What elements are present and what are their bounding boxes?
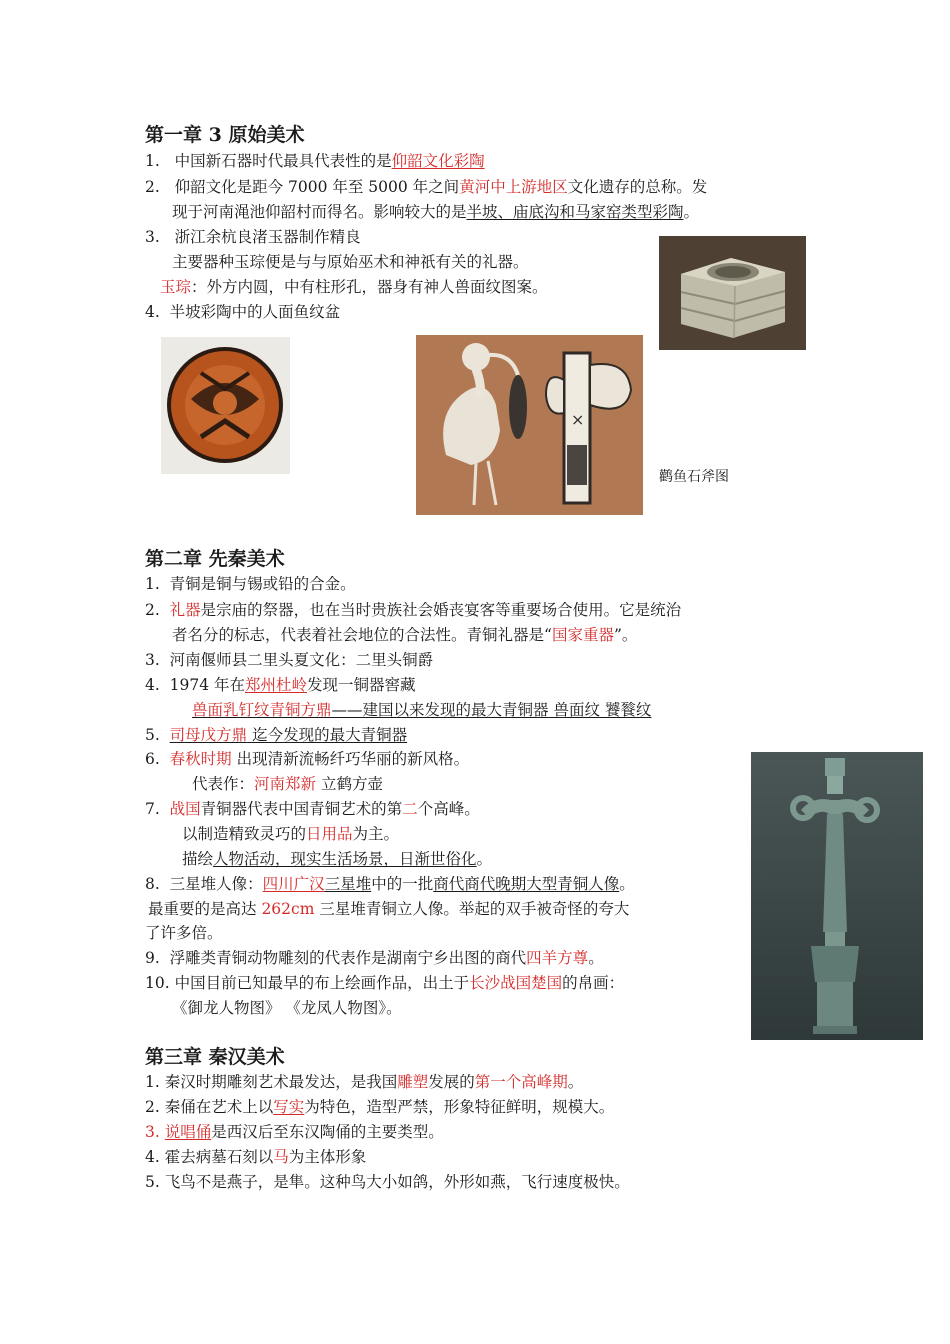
ch2-item7-line1: 7. 战国青铜器代表中国青铜艺术的第二个高峰。 xyxy=(145,800,480,818)
ch3-item1: 1. 秦汉时期雕刻艺术最发达，是我国雕塑发展的第一个高峰期。 xyxy=(145,1073,584,1091)
ch2-item8-line1: 8. 三星堆人像：四川广汉三星堆中的一批商代商代晚期大型青铜人像。 xyxy=(145,875,635,893)
ch2-item3: 3. 河南偃师县二里头夏文化：二里头铜爵 xyxy=(145,651,434,669)
painted-pottery-basin-image xyxy=(161,337,290,474)
ch3-item2: 2. 秦俑在艺术上以写实为特色，造型严禁，形象特征鲜明，规模大。 xyxy=(145,1098,615,1116)
ch2-item5: 5. 司母戊方鼎 迄今发现的最大青铜器 xyxy=(145,726,408,744)
ch3-item4: 4. 霍去病墓石刻以马为主体形象 xyxy=(145,1148,367,1166)
ch2-item7-line3: 描绘人物活动，现实生活场景，日渐世俗化。 xyxy=(182,850,493,868)
stork-fish-caption: 鹳鱼石斧图 xyxy=(659,469,729,485)
ch1-item1: 1. 中国新石器时代最具代表性的是仰韶文化彩陶 xyxy=(145,152,485,170)
ch1-item4: 4. 半坡彩陶中的人面鱼纹盆 xyxy=(145,303,341,321)
stork-fish-stone-axe-image xyxy=(416,335,643,515)
ch2-item10-line2: 《御龙人物图》 《龙凤人物图》。 xyxy=(172,999,402,1017)
ch2-item6-line1: 6. 春秋时期 出现清新流畅纤巧华丽的新风格。 xyxy=(145,750,470,768)
chapter2-heading: 第二章 先秦美术 xyxy=(145,548,285,570)
ch2-item10-line1: 10. 中国目前已知最早的布上绘画作品，出土于长沙战国楚国的帛画： xyxy=(145,974,625,992)
ch2-item8-line3: 了许多倍。 xyxy=(145,924,223,942)
ch2-item8-line2: 最重要的是高达 262cm 三星堆青铜立人像。举起的双手被奇怪的夸大 xyxy=(148,900,630,918)
ch1-item3-line3: 玉琮：外方内圆，中有柱形孔，器身有神人兽面纹图案。 xyxy=(160,278,548,296)
svg-text:×: × xyxy=(571,410,585,429)
ch2-item1: 1. 青铜是铜与锡或铅的合金。 xyxy=(145,575,356,593)
chapter1-heading: 第一章 3 原始美术 xyxy=(145,124,305,146)
chapter3-heading: 第三章 秦汉美术 xyxy=(145,1046,285,1068)
ch2-item7-line2: 以制造精致灵巧的日用品为主。 xyxy=(182,825,400,843)
sanxingdui-bronze-figure-image xyxy=(751,752,923,1040)
ch1-item3-line2: 主要器种玉琮便是与与原始巫术和神祇有关的礼器。 xyxy=(172,253,529,271)
ch1-item2-line2: 现于河南渑池仰韶村而得名。影响较大的是半坡、庙底沟和马家窑类型彩陶。 xyxy=(172,203,700,221)
ch1-item2-line1: 2. 仰韶文化是距今 7000 年至 5000 年之间黄河中上游地区文化遗存的总称。发 xyxy=(145,178,708,196)
ch3-item3: 3. 说唱俑是西汉后至东汉陶俑的主要类型。 xyxy=(145,1123,444,1141)
ch2-item2-line1: 2. 礼器是宗庙的祭器，也在当时贵族社会婚丧宴客等重要场合使用。它是统治 xyxy=(145,601,682,619)
ch2-item4-line1: 4. 1974 年在郑州杜岭发现一铜器窖藏 xyxy=(145,676,416,694)
ch2-item4-line2: 兽面乳钉纹青铜方鼎——建国以来发现的最大青铜器 兽面纹 饕餮纹 xyxy=(192,701,652,719)
ch2-item9: 9. 浮雕类青铜动物雕刻的代表作是湖南宁乡出图的商代四羊方尊。 xyxy=(145,949,604,967)
ch1-item3-line1: 3. 浙江余杭良渚玉器制作精良 xyxy=(145,228,361,246)
ch3-item5: 5. 飞鸟不是燕子，是隼。这种鸟大小如鸽，外形如燕，飞行速度极快。 xyxy=(145,1173,630,1191)
jade-cong-image xyxy=(659,236,806,350)
ch2-item6-line2: 代表作：河南郑新 立鹤方壶 xyxy=(192,775,383,793)
ch2-item2-line2: 者名分的标志，代表着社会地位的合法性。青铜礼器是“国家重器”。 xyxy=(172,626,638,644)
